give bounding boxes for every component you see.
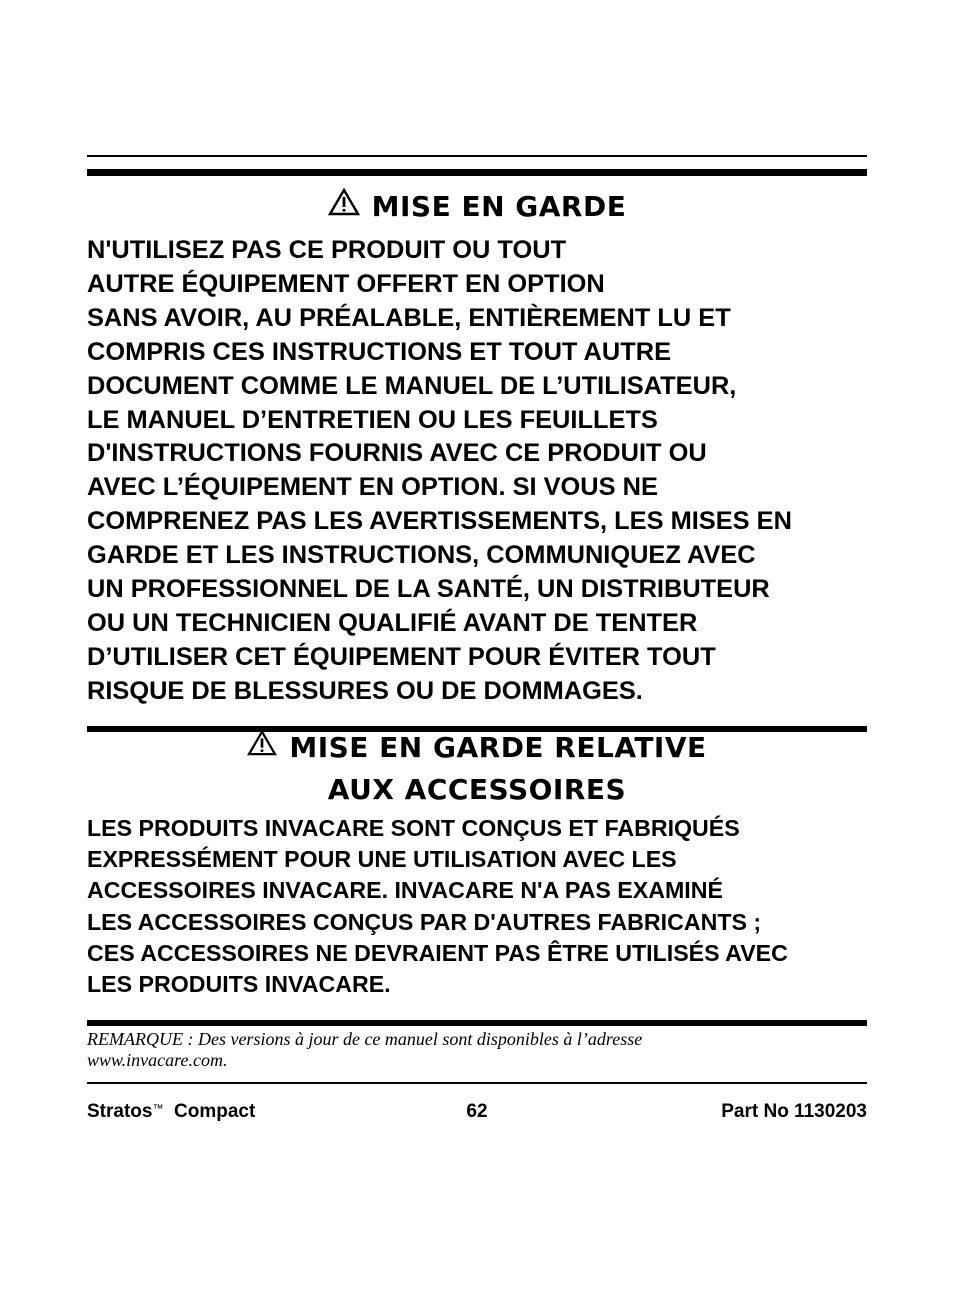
top-thin-rule — [87, 155, 867, 157]
part-number: Part No 1130203 — [721, 1101, 867, 1122]
trademark-symbol: ™ — [152, 1103, 164, 1115]
warning-line: D’UTILISER CET ÉQUIPEMENT POUR ÉVITER TOUT — [87, 642, 716, 671]
accessory-line: ACCESSOIRES INVACARE. INVACARE N'A PAS EXAMINÉ — [87, 877, 723, 904]
warning-line: UN PROFESSIONNEL DE LA SANTÉ, UN DISTRIBUTEUR — [87, 575, 770, 604]
warning-line: AVEC L’ÉQUIPEMENT EN OPTION. SI VOUS NE — [87, 473, 658, 502]
page-footer — [87, 1101, 867, 1127]
accessory-line: EXPRESSÉMENT POUR UNE UTILISATION AVEC LES — [87, 846, 677, 873]
warning-line: AUTRE ÉQUIPEMENT OFFERT EN OPTION — [87, 269, 605, 298]
warning-line: COMPRIS CES INSTRUCTIONS ET TOUT AUTRE — [87, 337, 672, 366]
warning-line: RISQUE DE BLESSURES OU DE DOMMAGES. — [87, 676, 643, 705]
warning-heading — [87, 190, 867, 226]
warning-line: DOCUMENT COMME LE MANUEL DE L’UTILISATEUR, — [87, 371, 737, 400]
note — [87, 1029, 867, 1071]
warning-line: D'INSTRUCTIONS FOURNIS AVEC CE PRODUIT OU — [87, 439, 707, 468]
accessory-warning-body — [87, 813, 867, 1000]
warning-title: MISE EN GARDE — [371, 190, 627, 223]
note-top-rule — [87, 1020, 867, 1026]
model-label: Compact — [174, 1101, 256, 1122]
warning-line: N'UTILISEZ PAS CE PRODUIT OU TOUT — [87, 236, 567, 264]
top-thick-rule — [87, 169, 867, 176]
footer-rule — [87, 1082, 867, 1084]
accessory-line: LES PRODUITS INVACARE. — [87, 971, 391, 998]
warning-line: LE MANUEL D’ENTRETIEN OU LES FEUILLETS — [87, 405, 658, 434]
product-label: Stratos — [87, 1101, 153, 1122]
page-number: 62 — [466, 1101, 488, 1122]
accessory-warning-title-line2: AUX ACCESSOIRES — [327, 773, 627, 806]
note-line2: www.invacare.com. — [87, 1050, 228, 1070]
warning-triangle-icon — [328, 188, 360, 223]
accessory-line: LES ACCESSOIRES CONÇUS PAR D'AUTRES FABRICANTS ; — [87, 908, 762, 935]
warning-line: COMPRENEZ PAS LES AVERTISSEMENTS, LES MISES EN — [87, 507, 792, 536]
accessory-warning-title-line1: MISE EN GARDE RELATIVE — [289, 731, 707, 764]
accessory-warning-heading — [87, 731, 867, 766]
warning-line: SANS AVOIR, AU PRÉALABLE, ENTIÈREMENT LU ET — [87, 303, 731, 332]
accessory-line: CES ACCESSOIRES NE DEVRAIENT PAS ÊTRE UTILISÉS AVEC — [87, 939, 788, 966]
product-name — [87, 1101, 255, 1123]
manual-page — [87, 0, 867, 1301]
note-line1: REMARQUE : Des versions à jour de ce manuel sont disponibles à l’adresse — [87, 1029, 643, 1049]
warning-line: GARDE ET LES INSTRUCTIONS, COMMUNIQUEZ AVEC — [87, 541, 756, 570]
warning-triangle-icon — [247, 730, 277, 763]
warning-line: OU UN TECHNICIEN QUALIFIÉ AVANT DE TENTER — [87, 608, 698, 637]
warning-body — [87, 234, 867, 709]
accessory-line: LES PRODUITS INVACARE SONT CONÇUS ET FABRIQUÉS — [87, 815, 740, 841]
